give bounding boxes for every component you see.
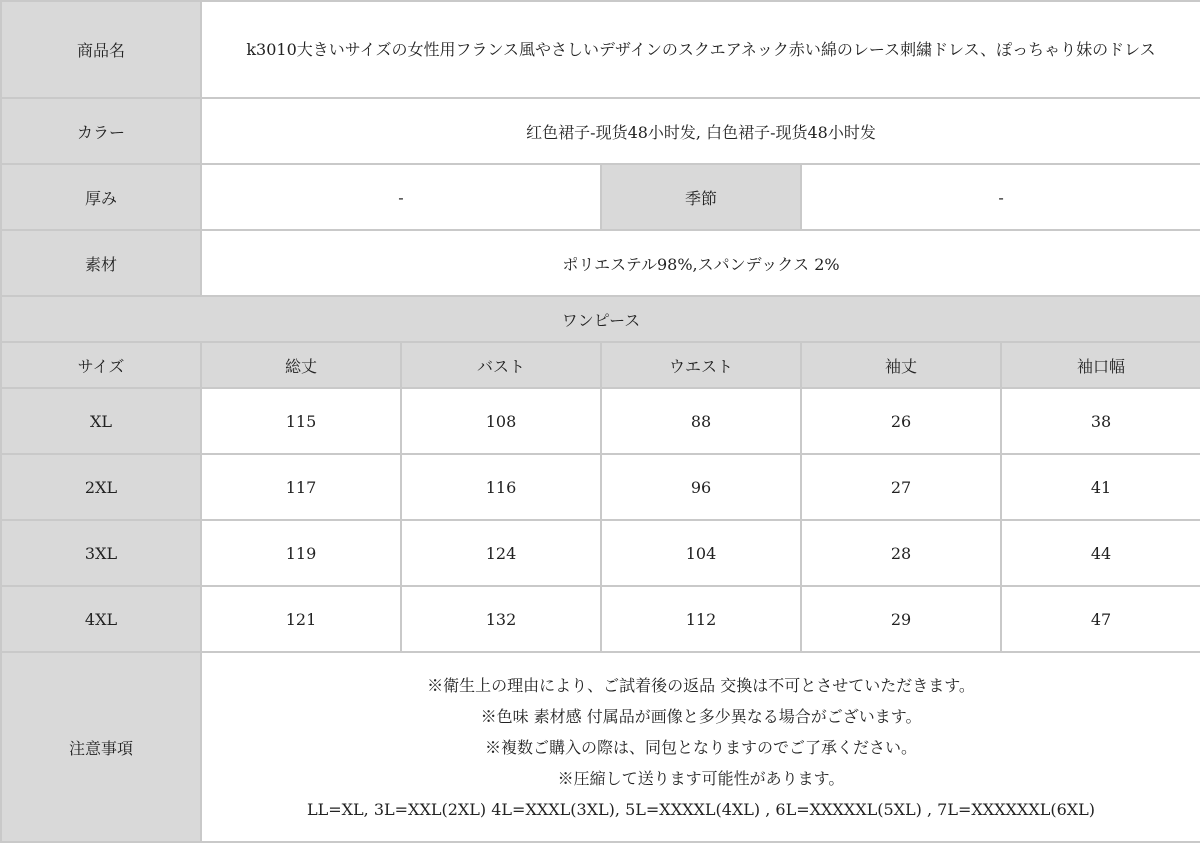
bust-cell: 132 [401,586,601,652]
color-row [1,98,1200,164]
material-value: ポリエステル98%,スパンデックス 2% [201,230,1200,296]
header-bust: バスト [401,342,601,388]
note-line: ※衛生上の理由により、ご試着後の返品 交換は不可とさせていただきます。 [427,675,975,695]
size-section-title: ワンピース [1,296,1200,342]
header-length: 総丈 [201,342,401,388]
waist-cell: 104 [601,520,801,586]
sleeve-length-cell: 28 [801,520,1001,586]
note-line: ※圧縮して送ります可能性があります。 [557,768,845,788]
cuff-width-cell: 41 [1001,454,1200,520]
cuff-width-cell: 44 [1001,520,1200,586]
thickness-label: 厚み [1,164,201,230]
thickness-season-row [1,164,1200,230]
header-cuff-width: 袖口幅 [1001,342,1200,388]
sleeve-length-cell: 26 [801,388,1001,454]
size-cell: 3XL [1,520,201,586]
note-line: ※複数ご購入の際は、同包となりますのでご了承ください。 [485,737,918,757]
header-waist: ウエスト [601,342,801,388]
note-line: ※色味 素材感 付属品が画像と多少異なる場合がございます。 [480,706,922,726]
length-cell: 119 [201,520,401,586]
size-section-row [1,296,1200,342]
notes-label: 注意事項 [1,652,201,842]
length-cell: 121 [201,586,401,652]
product-name-value: k3010大きいサイズの女性用フランス風やさしいデザインのスクエアネック赤い綿のレース刺繍ドレス、ぽっちゃり妹のドレス [246,40,1156,59]
material-label: 素材 [1,230,201,296]
product-name-label: 商品名 [1,1,201,98]
material-row [1,230,1200,296]
size-cell: 2XL [1,454,201,520]
size-cell: XL [1,388,201,454]
season-value: - [801,164,1200,230]
table-row [1,520,1200,586]
bust-cell: 108 [401,388,601,454]
thickness-value: - [201,164,601,230]
sleeve-length-cell: 29 [801,586,1001,652]
bust-cell: 124 [401,520,601,586]
notes-content [201,652,1200,842]
size-header-row [1,342,1200,388]
notes-row [1,652,1200,842]
cuff-width-cell: 38 [1001,388,1200,454]
product-name-row [1,1,1200,98]
cuff-width-cell: 47 [1001,586,1200,652]
waist-cell: 88 [601,388,801,454]
bust-cell: 116 [401,454,601,520]
color-label: カラー [1,98,201,164]
sleeve-length-cell: 27 [801,454,1001,520]
table-row [1,388,1200,454]
header-sleeve-length: 袖丈 [801,342,1001,388]
waist-cell: 96 [601,454,801,520]
size-cell: 4XL [1,586,201,652]
size-conversion-note: LL=XL, 3L=XXL(2XL) 4L=XXXL(3XL), 5L=XXXXL(4XL) , 6L=XXXXXL(5XL) , 7L=XXXXXXL(6XL) [307,799,1096,819]
length-cell: 115 [201,388,401,454]
header-size: サイズ [1,342,201,388]
color-value: 红色裙子-现货48小时发, 白色裙子-现货48小时发 [201,98,1200,164]
season-label: 季節 [601,164,801,230]
waist-cell: 112 [601,586,801,652]
table-row [1,454,1200,520]
length-cell: 117 [201,454,401,520]
table-row [1,586,1200,652]
